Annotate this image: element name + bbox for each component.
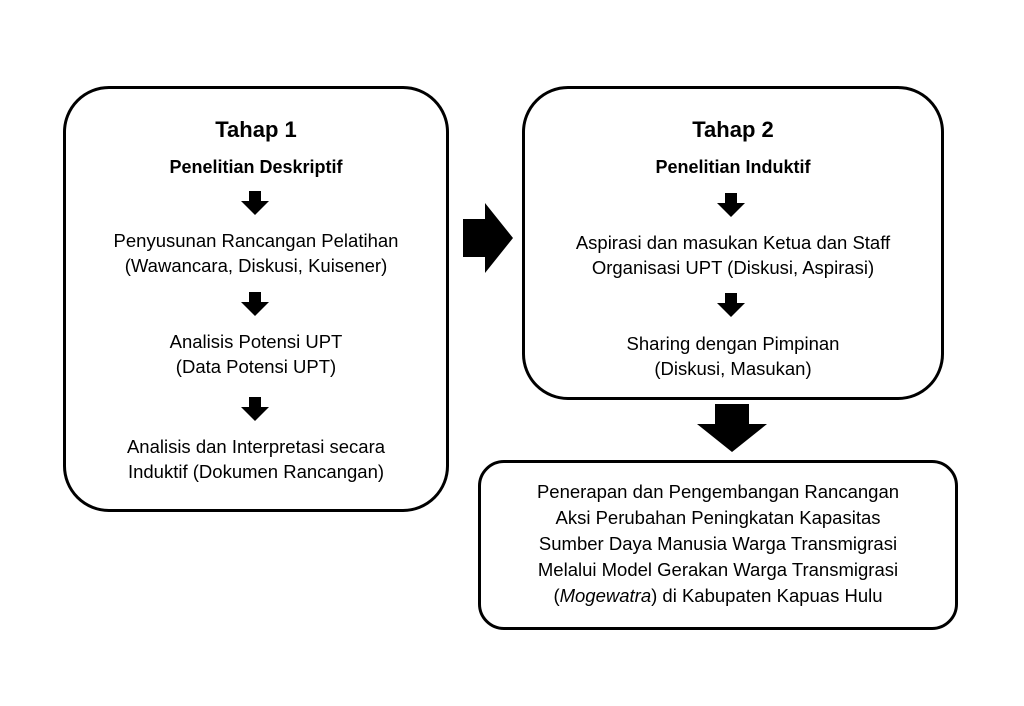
outcome-location: ) di Kabupaten Kapuas Hulu [651,585,883,606]
stage-1-step-3 [63,434,449,484]
stage-1-step-2 [63,329,449,379]
stage-2-method: Penelitian Induktif [655,157,811,177]
outcome-line-last [478,583,958,609]
step-line: Aspirasi dan masukan Ketua dan Staff [575,232,891,253]
outcome-model-name: Mogewatra [559,585,652,606]
stage-1-method: Penelitian Deskriptif [169,157,343,177]
outcome-line: Aksi Perubahan Peningkatan Kapasitas [555,507,881,528]
step-line: Analisis Potensi UPT [169,331,343,352]
stage-2-step-1 [522,230,944,280]
arrow-down-icon [241,292,269,316]
outcome-line: Penerapan dan Pengembangan Rancangan [536,481,900,502]
stage-2-step-2 [522,331,944,381]
stage-1-step-1 [63,228,449,278]
step-line: Sharing dengan Pimpinan [626,333,840,354]
step-line: Induktif (Dokumen Rancangan) [127,461,385,482]
step-line: (Data Potensi UPT) [175,356,337,377]
step-line: Organisasi UPT (Diskusi, Aspirasi) [591,257,875,278]
outcome-line: Melalui Model Gerakan Warga Transmigrasi [537,559,899,580]
outcome-text [478,479,958,609]
outcome-line: Sumber Daya Manusia Warga Transmigrasi [538,533,898,554]
stage-2-title: Tahap 2 [692,117,774,142]
arrow-down-icon [717,193,745,217]
stage-1-title: Tahap 1 [215,117,297,142]
arrow-down-icon [717,293,745,317]
step-line: Penyusunan Rancangan Pelatihan [113,230,399,251]
arrow-down-icon [697,404,767,452]
arrow-right-icon [463,203,513,273]
arrow-down-icon [241,397,269,421]
step-line: (Diskusi, Masukan) [654,358,812,379]
arrow-down-icon [241,191,269,215]
step-line: (Wawancara, Diskusi, Kuisener) [124,255,388,276]
outcome-paren-open: ( [553,585,560,606]
step-line: Analisis dan Interpretasi secara [126,436,386,457]
